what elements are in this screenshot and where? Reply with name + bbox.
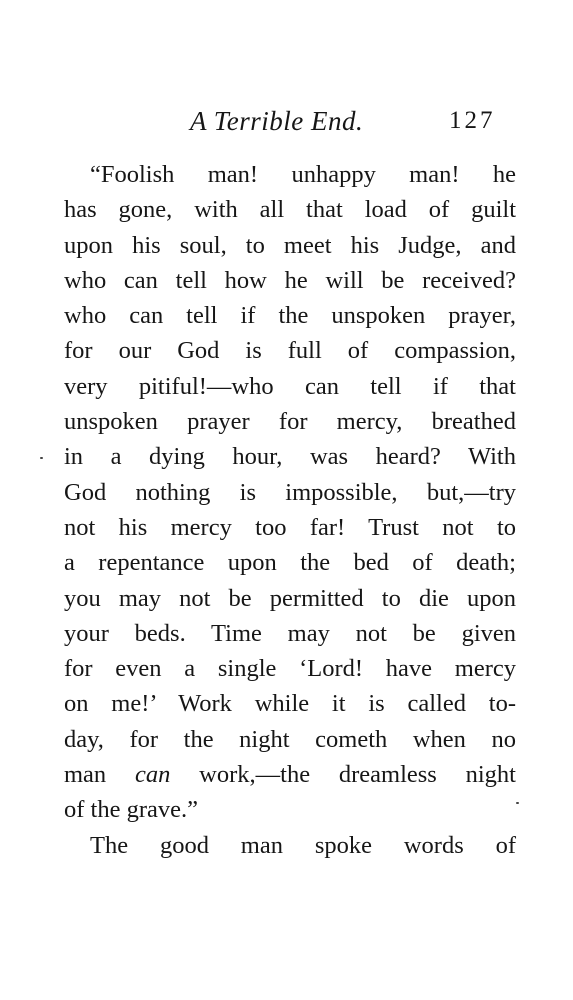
text-line: you may not be permitted to die upon bbox=[64, 584, 516, 612]
text-line: not his mercy too far! Trust not to bbox=[64, 513, 516, 541]
text-line: who can tell if the unspoken prayer, bbox=[64, 302, 516, 330]
text-line: The good man spoke words of bbox=[90, 831, 516, 859]
running-head-title: A Terrible End. bbox=[190, 106, 364, 136]
text-line: for even a single ‘Lord! have mercy bbox=[64, 655, 516, 683]
text-line bbox=[64, 757, 516, 792]
text-line: day, for the night cometh when no bbox=[64, 725, 516, 753]
text-line: on me!’ Work while it is called to- bbox=[64, 690, 516, 718]
page-number: 127 bbox=[449, 107, 496, 134]
print-speck bbox=[516, 802, 519, 804]
text-line: a repentance upon the bed of death; bbox=[64, 549, 516, 577]
text-line: of the grave.” bbox=[64, 796, 198, 824]
text-line: in a dying hour, was heard? With bbox=[64, 443, 516, 471]
text-fragment: man bbox=[64, 761, 107, 789]
text-line: has gone, with all that load of guilt bbox=[64, 196, 516, 224]
text-line: very pitiful!—who can tell if that bbox=[64, 372, 516, 400]
running-head bbox=[0, 101, 573, 141]
text-line: for our God is full of compassion, bbox=[64, 337, 516, 365]
text-line: “Foolish man! unhappy man! he bbox=[90, 161, 516, 188]
text-line: unspoken prayer for mercy, breathed bbox=[64, 408, 516, 436]
emphasized-word: can bbox=[134, 761, 171, 789]
text-line: upon his soul, to meet his Judge, and bbox=[64, 231, 516, 259]
text-fragment: work,—the dreamless night bbox=[199, 761, 516, 789]
print-speck bbox=[40, 457, 43, 459]
text-line: God nothing is impossible, but,—try bbox=[64, 478, 516, 506]
text-line: who can tell how he will be received? bbox=[64, 266, 516, 294]
body-text bbox=[64, 157, 516, 863]
text-line: your beds. Time may not be given bbox=[64, 619, 516, 647]
